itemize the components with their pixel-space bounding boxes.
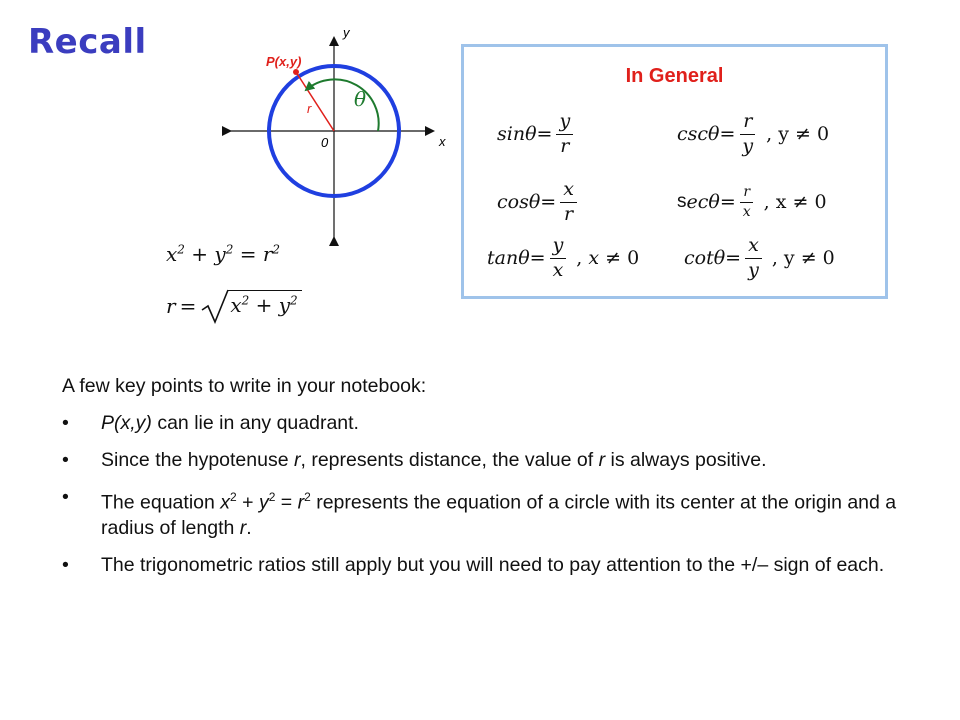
circle-equation: $x^2 + y^2 = r^2$: [166, 242, 281, 266]
cond-var: y: [783, 247, 795, 270]
inline-italic: r: [297, 491, 305, 514]
inline-text: The trigonometric ratios still apply but you will need to pay attention to the +/– sign of each.: [101, 553, 885, 576]
func-name: cosθ: [497, 191, 541, 214]
inline-text: represents the equation of a circle with its center at the origin and a radius of length: [101, 491, 897, 539]
cond-text: ≠ 0: [605, 247, 640, 270]
cot-formula: cotθ = $\frac{x}{y}$ , y ≠ 0: [684, 234, 835, 281]
cond-text: ≠ 0: [800, 247, 835, 270]
eq-var: x: [166, 242, 178, 266]
sqrt-sign: [200, 288, 230, 324]
x-axis-label: x: [439, 134, 446, 149]
inline-italic: P(x,y): [101, 412, 152, 434]
point-label: P(x,y): [266, 54, 302, 69]
bullet-dot: •: [62, 486, 69, 508]
numerator: r: [740, 185, 753, 203]
csc-formula: cscθ = $\frac{r}{y}$ , y ≠ 0: [677, 110, 830, 157]
denominator: r: [564, 202, 574, 225]
point-p: [293, 69, 299, 75]
eq-var: y: [278, 292, 291, 317]
numerator: x: [560, 180, 577, 203]
numerator: y: [550, 236, 567, 259]
inline-exp: 2: [304, 490, 311, 504]
cond-text: ≠ 0: [792, 191, 827, 214]
angle-label: θ: [354, 87, 367, 111]
cond-var: y: [778, 123, 789, 146]
sin-formula: sinθ = $\frac{y}{r}$: [497, 112, 581, 157]
cond-text: ≠ 0: [795, 123, 830, 146]
radius-equation: r = $x^2 + y^2$: [166, 288, 302, 324]
inline-text: , represents distance, the value of: [300, 449, 599, 471]
eq-var: x: [230, 292, 242, 317]
inline-exp: 2: [230, 490, 237, 504]
func-name: cscθ: [677, 123, 720, 146]
bullet-dot: •: [62, 553, 69, 576]
bullet-hypotenuse: [62, 448, 922, 473]
inline-text: =: [275, 491, 298, 514]
cond-comma: ,: [771, 247, 778, 270]
eq-exp: 2: [241, 292, 250, 307]
numerator: r: [740, 112, 755, 135]
eq-var: r: [262, 242, 273, 266]
cond-var: x: [775, 191, 787, 214]
func-name: tanθ: [487, 247, 530, 270]
eq-exp: 2: [225, 242, 234, 257]
numerator: x: [745, 236, 762, 259]
bullet-dot: •: [62, 412, 69, 434]
cond-comma: ,: [766, 123, 773, 146]
numerator: y: [556, 112, 573, 135]
inline-text: .: [246, 516, 252, 539]
origin-label: 0: [321, 135, 329, 150]
denominator: y: [748, 258, 759, 281]
sec-formula: s ecθ = $\frac{r}{x}$ , x ≠ 0: [677, 184, 827, 220]
inline-italic: y: [258, 491, 269, 514]
inline-italic: x: [220, 491, 231, 514]
cond-var: x: [588, 247, 600, 270]
eq-var: r: [166, 294, 176, 318]
inline-text: is always positive.: [605, 449, 767, 471]
func-cap: s: [677, 191, 687, 213]
denominator: x: [552, 258, 564, 281]
page-title: Recall: [28, 22, 147, 62]
radius-label: r: [307, 101, 312, 116]
inline-text: Since the hypotenuse: [101, 449, 294, 471]
tan-formula: tanθ = $\frac{y}{x}$ , x ≠ 0: [487, 234, 640, 281]
inline-text: can lie in any quadrant.: [151, 412, 359, 434]
func-name: cotθ: [684, 247, 726, 270]
eq-exp: 2: [290, 292, 298, 307]
eq-exp: 2: [272, 242, 281, 257]
inline-italic: r: [598, 449, 606, 471]
bullet-quadrant: [62, 411, 922, 436]
denominator: r: [560, 134, 570, 157]
func-name: ecθ: [686, 191, 720, 214]
inline-text: +: [236, 491, 259, 514]
notes: [62, 374, 922, 590]
inline-italic: r: [293, 449, 301, 471]
y-axis-label: y: [343, 25, 350, 40]
inline-text: The equation: [101, 491, 221, 514]
denominator: x: [742, 203, 751, 220]
cond-comma: ,: [576, 247, 583, 270]
inline-exp: 2: [268, 490, 276, 504]
eq-var: y: [214, 242, 226, 266]
bullet-signs: [62, 553, 922, 578]
bullet-dot: •: [62, 449, 69, 471]
func-name: sinθ: [497, 123, 537, 146]
eq-exp: 2: [177, 242, 185, 257]
denominator: y: [742, 134, 754, 157]
bullet-circle-equation: [62, 485, 922, 541]
box-title: In General: [625, 65, 724, 87]
cos-formula: cosθ = $\frac{x}{r}$: [497, 180, 585, 225]
cond-comma: ,: [763, 191, 770, 214]
inline-italic: r: [239, 516, 247, 539]
notes-intro: A few key points to write in your notebook:: [62, 375, 427, 397]
